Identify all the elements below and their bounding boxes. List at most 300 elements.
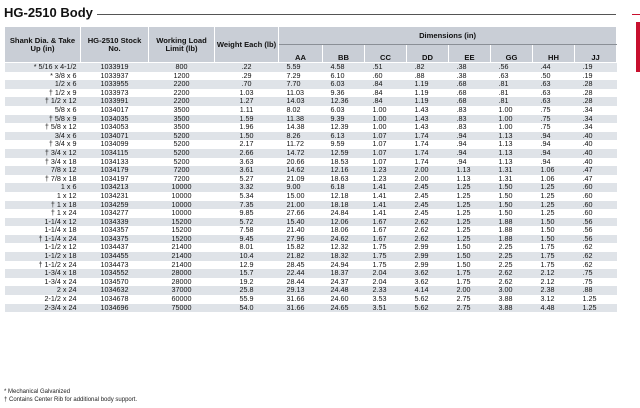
- cell-hh: .63: [533, 89, 575, 98]
- cell-gg: 3.00: [491, 286, 533, 295]
- cell-stock: 1034099: [81, 140, 149, 149]
- cell-jj: .34: [575, 115, 617, 124]
- cell-hh: 1.75: [533, 261, 575, 270]
- cell-weight: 7.58: [215, 226, 279, 235]
- cell-ee: 1.25: [449, 183, 491, 192]
- cell-shank: * 5/16 x 4-1/2: [5, 63, 81, 72]
- cell-ee: .94: [449, 149, 491, 158]
- cell-gg: 2.25: [491, 261, 533, 270]
- cell-stock: 1034259: [81, 201, 149, 210]
- cell-bb: 24.60: [323, 295, 365, 304]
- cell-gg: 3.88: [491, 304, 533, 313]
- table-row: [5, 278, 617, 287]
- cell-bb: 18.53: [323, 158, 365, 167]
- cell-jj: .28: [575, 80, 617, 89]
- cell-wll: 75000: [149, 304, 215, 313]
- cell-bb: 24.37: [323, 278, 365, 287]
- cell-weight: 1.96: [215, 123, 279, 132]
- cell-jj: .40: [575, 158, 617, 167]
- cell-jj: .62: [575, 243, 617, 252]
- cell-hh: 4.48: [533, 304, 575, 313]
- cell-dd: 1.19: [407, 89, 449, 98]
- cell-stock: 1033973: [81, 89, 149, 98]
- cell-wll: 10000: [149, 201, 215, 210]
- cell-ee: 1.75: [449, 269, 491, 278]
- cell-hh: 1.25: [533, 192, 575, 201]
- cell-dd: 2.00: [407, 175, 449, 184]
- cell-cc: 2.04: [365, 278, 407, 287]
- cell-bb: 4.58: [323, 63, 365, 72]
- cell-aa: 14.62: [279, 166, 323, 175]
- cell-bb: 24.94: [323, 261, 365, 270]
- cell-stock: 1034357: [81, 226, 149, 235]
- cell-ee: 2.75: [449, 304, 491, 313]
- cell-stock: 1034473: [81, 261, 149, 270]
- cell-bb: 9.36: [323, 89, 365, 98]
- cell-aa: 28.45: [279, 261, 323, 270]
- cell-aa: 8.02: [279, 106, 323, 115]
- cell-wll: 10000: [149, 209, 215, 218]
- cell-cc: 3.51: [365, 304, 407, 313]
- cell-stock: 1034552: [81, 269, 149, 278]
- cell-weight: 5.27: [215, 175, 279, 184]
- cell-jj: .34: [575, 106, 617, 115]
- cell-weight: 25.8: [215, 286, 279, 295]
- cell-shank: 1/2 x 6: [5, 80, 81, 89]
- cell-shank: 5/8 x 6: [5, 106, 81, 115]
- cell-ee: .94: [449, 132, 491, 141]
- cell-gg: 1.50: [491, 192, 533, 201]
- table-body: [5, 63, 617, 313]
- cell-bb: 9.39: [323, 115, 365, 124]
- cell-cc: 1.67: [365, 226, 407, 235]
- cell-ee: 1.50: [449, 261, 491, 270]
- cell-stock: 1034570: [81, 278, 149, 287]
- edge-tab: [636, 22, 640, 72]
- cell-dd: 2.00: [407, 166, 449, 175]
- table-row: [5, 295, 617, 304]
- cell-stock: 1034696: [81, 304, 149, 313]
- col-header-wll: Working Load Limit (lb): [149, 27, 215, 63]
- cell-stock: 1034678: [81, 295, 149, 304]
- cell-ee: .94: [449, 140, 491, 149]
- cell-ee: 1.25: [449, 235, 491, 244]
- cell-bb: 6.18: [323, 183, 365, 192]
- cell-cc: 1.75: [365, 261, 407, 270]
- col-header-dim-ee: EE: [449, 45, 491, 63]
- cell-weight: 15.7: [215, 269, 279, 278]
- cell-bb: 12.16: [323, 166, 365, 175]
- cell-ee: .38: [449, 63, 491, 72]
- cell-dd: 2.99: [407, 261, 449, 270]
- cell-cc: 1.41: [365, 201, 407, 210]
- cell-wll: 3500: [149, 115, 215, 124]
- table-row: [5, 261, 617, 270]
- cell-jj: .56: [575, 226, 617, 235]
- cell-dd: 4.14: [407, 286, 449, 295]
- cell-cc: .60: [365, 72, 407, 81]
- cell-cc: .84: [365, 89, 407, 98]
- cell-cc: 1.07: [365, 149, 407, 158]
- cell-ee: .94: [449, 158, 491, 167]
- cell-bb: 18.63: [323, 175, 365, 184]
- footnotes: [4, 389, 137, 404]
- cell-dd: 1.19: [407, 97, 449, 106]
- table-row: [5, 304, 617, 313]
- cell-stock: 1034231: [81, 192, 149, 201]
- cell-shank: † 1/2 x 9: [5, 89, 81, 98]
- cell-weight: 3.61: [215, 166, 279, 175]
- table-row: [5, 243, 617, 252]
- cell-wll: 7200: [149, 175, 215, 184]
- cell-weight: 12.9: [215, 261, 279, 270]
- cell-hh: 1.75: [533, 252, 575, 261]
- cell-jj: .60: [575, 209, 617, 218]
- cell-ee: 2.75: [449, 295, 491, 304]
- cell-jj: .75: [575, 269, 617, 278]
- cell-bb: 9.59: [323, 140, 365, 149]
- cell-shank: † 7/8 x 18: [5, 175, 81, 184]
- cell-stock: 1034375: [81, 235, 149, 244]
- table-row: [5, 235, 617, 244]
- cell-dd: 3.62: [407, 269, 449, 278]
- cell-aa: 15.00: [279, 192, 323, 201]
- cell-bb: 18.32: [323, 252, 365, 261]
- cell-gg: 1.50: [491, 201, 533, 210]
- cell-hh: .94: [533, 140, 575, 149]
- cell-dd: 2.45: [407, 192, 449, 201]
- cell-jj: 1.25: [575, 295, 617, 304]
- cell-aa: 15.82: [279, 243, 323, 252]
- cell-stock: 1034179: [81, 166, 149, 175]
- cell-aa: 5.59: [279, 63, 323, 72]
- cell-jj: .60: [575, 201, 617, 210]
- cell-aa: 21.09: [279, 175, 323, 184]
- cell-dd: .82: [407, 63, 449, 72]
- cell-dd: 1.43: [407, 123, 449, 132]
- cell-jj: .62: [575, 252, 617, 261]
- cell-cc: 1.67: [365, 235, 407, 244]
- cell-bb: 24.65: [323, 304, 365, 313]
- cell-stock: 1034213: [81, 183, 149, 192]
- cell-jj: .28: [575, 89, 617, 98]
- cell-aa: 15.40: [279, 218, 323, 227]
- cell-weight: 2.17: [215, 140, 279, 149]
- cell-jj: .28: [575, 97, 617, 106]
- table-row: [5, 123, 617, 132]
- cell-bb: 12.18: [323, 192, 365, 201]
- cell-weight: 1.03: [215, 89, 279, 98]
- cell-bb: 6.13: [323, 132, 365, 141]
- cell-wll: 10000: [149, 183, 215, 192]
- cell-cc: 1.23: [365, 175, 407, 184]
- cell-hh: 1.25: [533, 183, 575, 192]
- cell-ee: 2.00: [449, 286, 491, 295]
- cell-cc: 1.07: [365, 158, 407, 167]
- cell-hh: .44: [533, 63, 575, 72]
- cell-stock: 1034277: [81, 209, 149, 218]
- cell-wll: 15200: [149, 235, 215, 244]
- col-header-stock: HG-2510 Stock No.: [81, 27, 149, 63]
- cell-hh: 3.12: [533, 295, 575, 304]
- cell-weight: 2.66: [215, 149, 279, 158]
- cell-gg: 1.00: [491, 115, 533, 124]
- cell-dd: 2.45: [407, 209, 449, 218]
- cell-cc: 2.04: [365, 269, 407, 278]
- cell-cc: .51: [365, 63, 407, 72]
- cell-aa: 11.72: [279, 140, 323, 149]
- cell-cc: 1.23: [365, 166, 407, 175]
- cell-jj: .19: [575, 63, 617, 72]
- cell-aa: 9.00: [279, 183, 323, 192]
- col-header-dim-dd: DD: [407, 45, 449, 63]
- cell-bb: 12.06: [323, 218, 365, 227]
- cell-aa: 7.29: [279, 72, 323, 81]
- cell-cc: 3.53: [365, 295, 407, 304]
- cell-shank: † 5/8 x 12: [5, 123, 81, 132]
- cell-stock: 1034115: [81, 149, 149, 158]
- cell-gg: .56: [491, 63, 533, 72]
- cell-ee: 1.25: [449, 209, 491, 218]
- cell-shank: 1-1/4 x 12: [5, 218, 81, 227]
- table-row: [5, 106, 617, 115]
- cell-wll: 2200: [149, 97, 215, 106]
- cell-gg: 1.13: [491, 132, 533, 141]
- table-row: [5, 166, 617, 175]
- cell-shank: 1-1/2 x 18: [5, 252, 81, 261]
- cell-weight: 55.9: [215, 295, 279, 304]
- footnote-galvanized: * Mechanical Galvanized: [4, 389, 71, 395]
- cell-shank: † 1 x 24: [5, 209, 81, 218]
- cell-cc: 2.33: [365, 286, 407, 295]
- cell-cc: .84: [365, 80, 407, 89]
- cell-dd: 2.45: [407, 201, 449, 210]
- cell-shank: 1-1/2 x 12: [5, 243, 81, 252]
- table-row: [5, 226, 617, 235]
- cell-hh: .94: [533, 149, 575, 158]
- cell-hh: 1.06: [533, 175, 575, 184]
- cell-cc: 1.41: [365, 192, 407, 201]
- cell-ee: 1.25: [449, 201, 491, 210]
- table-row: [5, 63, 617, 72]
- cell-shank: 2-3/4 x 24: [5, 304, 81, 313]
- cell-stock: 1034197: [81, 175, 149, 184]
- cell-aa: 31.66: [279, 295, 323, 304]
- page-title: HG-2510 Body: [4, 4, 97, 22]
- cell-hh: 1.25: [533, 201, 575, 210]
- cell-shank: † 3/4 x 12: [5, 149, 81, 158]
- table-row: [5, 183, 617, 192]
- cell-shank: 1-3/4 x 18: [5, 269, 81, 278]
- cell-shank: 1-1/4 x 18: [5, 226, 81, 235]
- cell-bb: 18.06: [323, 226, 365, 235]
- cell-weight: 7.35: [215, 201, 279, 210]
- cell-weight: 19.2: [215, 278, 279, 287]
- cell-jj: .40: [575, 140, 617, 149]
- cell-stock: 1034071: [81, 132, 149, 141]
- cell-bb: 6.03: [323, 80, 365, 89]
- cell-shank: 1 x 12: [5, 192, 81, 201]
- cell-aa: 11.03: [279, 89, 323, 98]
- cell-aa: 14.38: [279, 123, 323, 132]
- cell-ee: 1.25: [449, 218, 491, 227]
- table-row: [5, 201, 617, 210]
- cell-wll: 10000: [149, 192, 215, 201]
- edge-tick: [632, 14, 640, 15]
- cell-gg: 1.31: [491, 175, 533, 184]
- table-row: [5, 269, 617, 278]
- cell-wll: 3500: [149, 106, 215, 115]
- col-header-dim-gg: GG: [491, 45, 533, 63]
- table-row: [5, 218, 617, 227]
- table-row: [5, 72, 617, 81]
- cell-dd: 1.74: [407, 149, 449, 158]
- cell-cc: 1.07: [365, 132, 407, 141]
- col-header-dimensions: Dimensions (in): [279, 27, 617, 45]
- cell-shank: † 3/4 x 9: [5, 140, 81, 149]
- cell-bb: 18.18: [323, 201, 365, 210]
- cell-jj: .75: [575, 278, 617, 287]
- cell-shank: 7/8 x 12: [5, 166, 81, 175]
- spec-table: [4, 26, 617, 312]
- cell-hh: 1.06: [533, 166, 575, 175]
- cell-wll: 5200: [149, 140, 215, 149]
- table-row: [5, 140, 617, 149]
- col-header-dim-aa: AA: [279, 45, 323, 63]
- cell-shank: * 3/8 x 6: [5, 72, 81, 81]
- cell-dd: 1.74: [407, 158, 449, 167]
- cell-cc: 1.07: [365, 140, 407, 149]
- cell-ee: 1.50: [449, 252, 491, 261]
- cell-hh: 1.50: [533, 226, 575, 235]
- cell-stock: 1033991: [81, 97, 149, 106]
- cell-hh: .75: [533, 115, 575, 124]
- cell-weight: 3.32: [215, 183, 279, 192]
- cell-jj: .62: [575, 261, 617, 270]
- cell-cc: 1.00: [365, 123, 407, 132]
- cell-dd: 3.62: [407, 278, 449, 287]
- cell-hh: .63: [533, 97, 575, 106]
- cell-bb: 24.48: [323, 286, 365, 295]
- cell-weight: 9.45: [215, 235, 279, 244]
- cell-ee: .38: [449, 72, 491, 81]
- cell-dd: 2.99: [407, 243, 449, 252]
- cell-hh: .63: [533, 80, 575, 89]
- cell-wll: 21400: [149, 243, 215, 252]
- col-header-dim-jj: JJ: [575, 45, 617, 63]
- cell-wll: 60000: [149, 295, 215, 304]
- cell-bb: 18.37: [323, 269, 365, 278]
- table-row: [5, 97, 617, 106]
- cell-shank: 1 x 6: [5, 183, 81, 192]
- cell-wll: 2200: [149, 89, 215, 98]
- footnote-center-rib: † Contains Center Rib for additional body support.: [4, 396, 138, 403]
- cell-dd: 2.62: [407, 226, 449, 235]
- cell-weight: 9.85: [215, 209, 279, 218]
- cell-hh: .50: [533, 72, 575, 81]
- table-row: [5, 286, 617, 295]
- cell-dd: 5.62: [407, 304, 449, 313]
- cell-stock: 1033937: [81, 72, 149, 81]
- cell-aa: 8.26: [279, 132, 323, 141]
- cell-stock: 1034632: [81, 286, 149, 295]
- cell-shank: † 1/2 x 12: [5, 97, 81, 106]
- cell-wll: 28000: [149, 269, 215, 278]
- table-row: [5, 80, 617, 89]
- cell-ee: 1.13: [449, 166, 491, 175]
- cell-jj: .47: [575, 175, 617, 184]
- cell-shank: 2 x 24: [5, 286, 81, 295]
- col-header-dim-cc: CC: [365, 45, 407, 63]
- cell-wll: 21400: [149, 252, 215, 261]
- cell-stock: 1034053: [81, 123, 149, 132]
- cell-cc: 1.41: [365, 209, 407, 218]
- cell-dd: .88: [407, 72, 449, 81]
- cell-ee: .83: [449, 106, 491, 115]
- cell-aa: 21.40: [279, 226, 323, 235]
- cell-aa: 27.96: [279, 235, 323, 244]
- cell-hh: .75: [533, 106, 575, 115]
- cell-gg: 1.31: [491, 166, 533, 175]
- cell-aa: 29.13: [279, 286, 323, 295]
- cell-weight: 10.4: [215, 252, 279, 261]
- table-row: [5, 158, 617, 167]
- cell-ee: 1.75: [449, 278, 491, 287]
- cell-gg: 2.62: [491, 278, 533, 287]
- cell-cc: 1.75: [365, 252, 407, 261]
- col-header-weight: Weight Each (lb): [215, 27, 279, 63]
- cell-hh: 1.75: [533, 243, 575, 252]
- cell-bb: 24.84: [323, 209, 365, 218]
- cell-cc: 1.00: [365, 106, 407, 115]
- cell-bb: 6.10: [323, 72, 365, 81]
- cell-hh: 2.12: [533, 269, 575, 278]
- cell-shank: 3/4 x 6: [5, 132, 81, 141]
- title-bar: [4, 4, 616, 22]
- cell-cc: 1.67: [365, 218, 407, 227]
- cell-dd: 1.19: [407, 80, 449, 89]
- cell-jj: .40: [575, 149, 617, 158]
- cell-gg: 2.62: [491, 269, 533, 278]
- cell-shank: † 1-1/4 x 24: [5, 235, 81, 244]
- col-header-shank: Shank Dia. & Take Up (in): [5, 27, 81, 63]
- cell-aa: 31.66: [279, 304, 323, 313]
- cell-gg: 1.50: [491, 183, 533, 192]
- cell-aa: 14.72: [279, 149, 323, 158]
- cell-bb: 12.36: [323, 97, 365, 106]
- cell-stock: 1033955: [81, 80, 149, 89]
- cell-jj: .60: [575, 192, 617, 201]
- cell-weight: .22: [215, 63, 279, 72]
- cell-ee: .83: [449, 115, 491, 124]
- cell-aa: 27.66: [279, 209, 323, 218]
- cell-jj: .56: [575, 218, 617, 227]
- cell-jj: 1.25: [575, 304, 617, 313]
- cell-gg: 2.25: [491, 243, 533, 252]
- cell-gg: .81: [491, 97, 533, 106]
- table-row: [5, 89, 617, 98]
- cell-gg: 1.88: [491, 226, 533, 235]
- cell-jj: .19: [575, 72, 617, 81]
- cell-jj: .56: [575, 235, 617, 244]
- cell-ee: .68: [449, 80, 491, 89]
- cell-weight: 54.0: [215, 304, 279, 313]
- cell-wll: 3500: [149, 123, 215, 132]
- cell-wll: 28000: [149, 278, 215, 287]
- cell-bb: 12.59: [323, 149, 365, 158]
- cell-gg: 1.13: [491, 140, 533, 149]
- cell-wll: 15200: [149, 226, 215, 235]
